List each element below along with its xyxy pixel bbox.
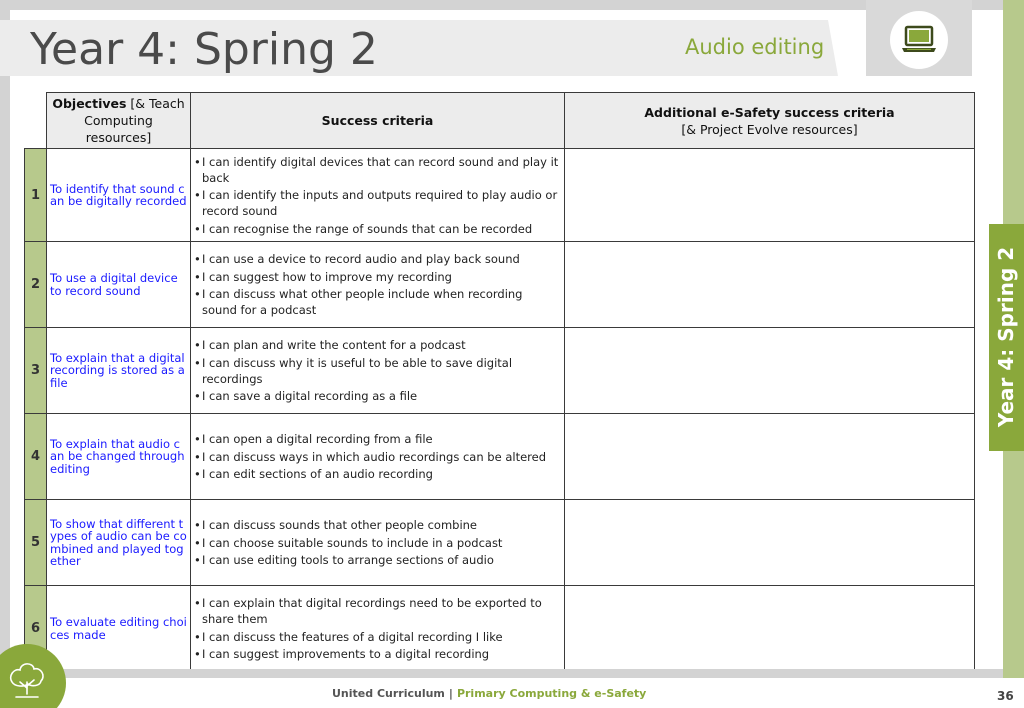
- criterion-item: • I can identify the inputs and outputs required to play audio or record sound: [194, 187, 560, 219]
- lesson-number: 6: [25, 586, 47, 672]
- criterion-item: • I can discuss ways in which audio recordings can be altered: [194, 449, 560, 465]
- table-row: [25, 500, 975, 586]
- icon-badge: [890, 11, 948, 69]
- criterion-item: • I can identify digital devices that can record sound and play it back: [194, 154, 560, 186]
- esafety-cell: [565, 328, 975, 414]
- esafety-cell: [565, 414, 975, 500]
- criterion-item: • I can discuss what other people include when recording sound for a podcast: [194, 286, 560, 318]
- objective-link[interactable]: To explain that audio can be changed through editing: [47, 414, 191, 500]
- footer-label: [332, 687, 646, 700]
- footer-org: United Curriculum: [332, 687, 445, 700]
- page-number: 36: [997, 689, 1014, 703]
- left-frame: [0, 0, 10, 708]
- criterion-item: • I can suggest how to improve my recording: [194, 269, 560, 285]
- objective-link[interactable]: To show that different types of audio can be combined and played together: [47, 500, 191, 586]
- criterion-item: • I can open a digital recording from a file: [194, 431, 560, 447]
- criterion-item: • I can recognise the range of sounds that can be recorded: [194, 221, 560, 237]
- unit-subtitle: Audio editing: [685, 35, 825, 59]
- success-criteria-cell: [191, 414, 565, 500]
- esafety-cell: [565, 500, 975, 586]
- criterion-item: • I can choose suitable sounds to include in a podcast: [194, 535, 560, 551]
- criterion-item: • I can discuss sounds that other people combine: [194, 517, 560, 533]
- esafety-cell: [565, 242, 975, 328]
- lesson-number: 3: [25, 328, 47, 414]
- criterion-item: • I can explain that digital recordings need to be exported to share them: [194, 595, 560, 627]
- table-row: [25, 328, 975, 414]
- lesson-number: 5: [25, 500, 47, 586]
- table-row: [25, 414, 975, 500]
- header-objectives-resources: [& Teach Computing resources]: [84, 96, 185, 145]
- criterion-item: • I can edit sections of an audio recording: [194, 466, 560, 482]
- header-esafety-bold: Additional e-Safety success criteria: [644, 104, 895, 120]
- success-criteria-cell: [191, 328, 565, 414]
- criterion-item: • I can use editing tools to arrange sections of audio: [194, 552, 560, 568]
- header-objectives: [47, 93, 191, 149]
- success-criteria-cell: [191, 242, 565, 328]
- header-success-criteria: Success criteria: [191, 93, 565, 149]
- header-blank-cell: [25, 93, 47, 149]
- criterion-item: • I can save a digital recording as a file: [194, 388, 560, 404]
- objective-link[interactable]: To evaluate editing choices made: [47, 586, 191, 672]
- esafety-cell: [565, 149, 975, 242]
- table-header-row: [25, 93, 975, 149]
- success-criteria-cell: [191, 149, 565, 242]
- criterion-item: • I can discuss why it is useful to be able to save digital recordings: [194, 355, 560, 387]
- lesson-number: 1: [25, 149, 47, 242]
- objective-link[interactable]: To identify that sound can be digitally recorded: [47, 149, 191, 242]
- page-title: Year 4: Spring 2: [30, 24, 378, 75]
- bottom-band: [0, 669, 1003, 678]
- criterion-item: • I can suggest improvements to a digital recording: [194, 646, 560, 662]
- objectives-table: [24, 92, 975, 672]
- criterion-item: • I can use a device to record audio and play back sound: [194, 251, 560, 267]
- criterion-item: • I can plan and write the content for a podcast: [194, 337, 560, 353]
- header-objectives-bold: Objectives: [52, 96, 127, 111]
- header-esafety-resources: [& Project Evolve resources]: [681, 121, 858, 137]
- table-row: [25, 586, 975, 672]
- esafety-cell: [565, 586, 975, 672]
- lesson-number: 2: [25, 242, 47, 328]
- footer-separator: |: [448, 687, 453, 700]
- success-criteria-cell: [191, 500, 565, 586]
- header-esafety: [565, 93, 975, 149]
- criterion-item: • I can discuss the features of a digital recording I like: [194, 629, 560, 645]
- success-criteria-cell: [191, 586, 565, 672]
- footer-programme: Primary Computing & e-Safety: [456, 687, 647, 700]
- objective-link[interactable]: To use a digital device to record sound: [47, 242, 191, 328]
- side-tab-label: Year 4: Spring 2: [994, 246, 1018, 428]
- laptop-icon: [899, 24, 939, 56]
- objective-link[interactable]: To explain that a digital recording is stored as a file: [47, 328, 191, 414]
- lesson-number: 4: [25, 414, 47, 500]
- table-row: [25, 242, 975, 328]
- table-row: [25, 149, 975, 242]
